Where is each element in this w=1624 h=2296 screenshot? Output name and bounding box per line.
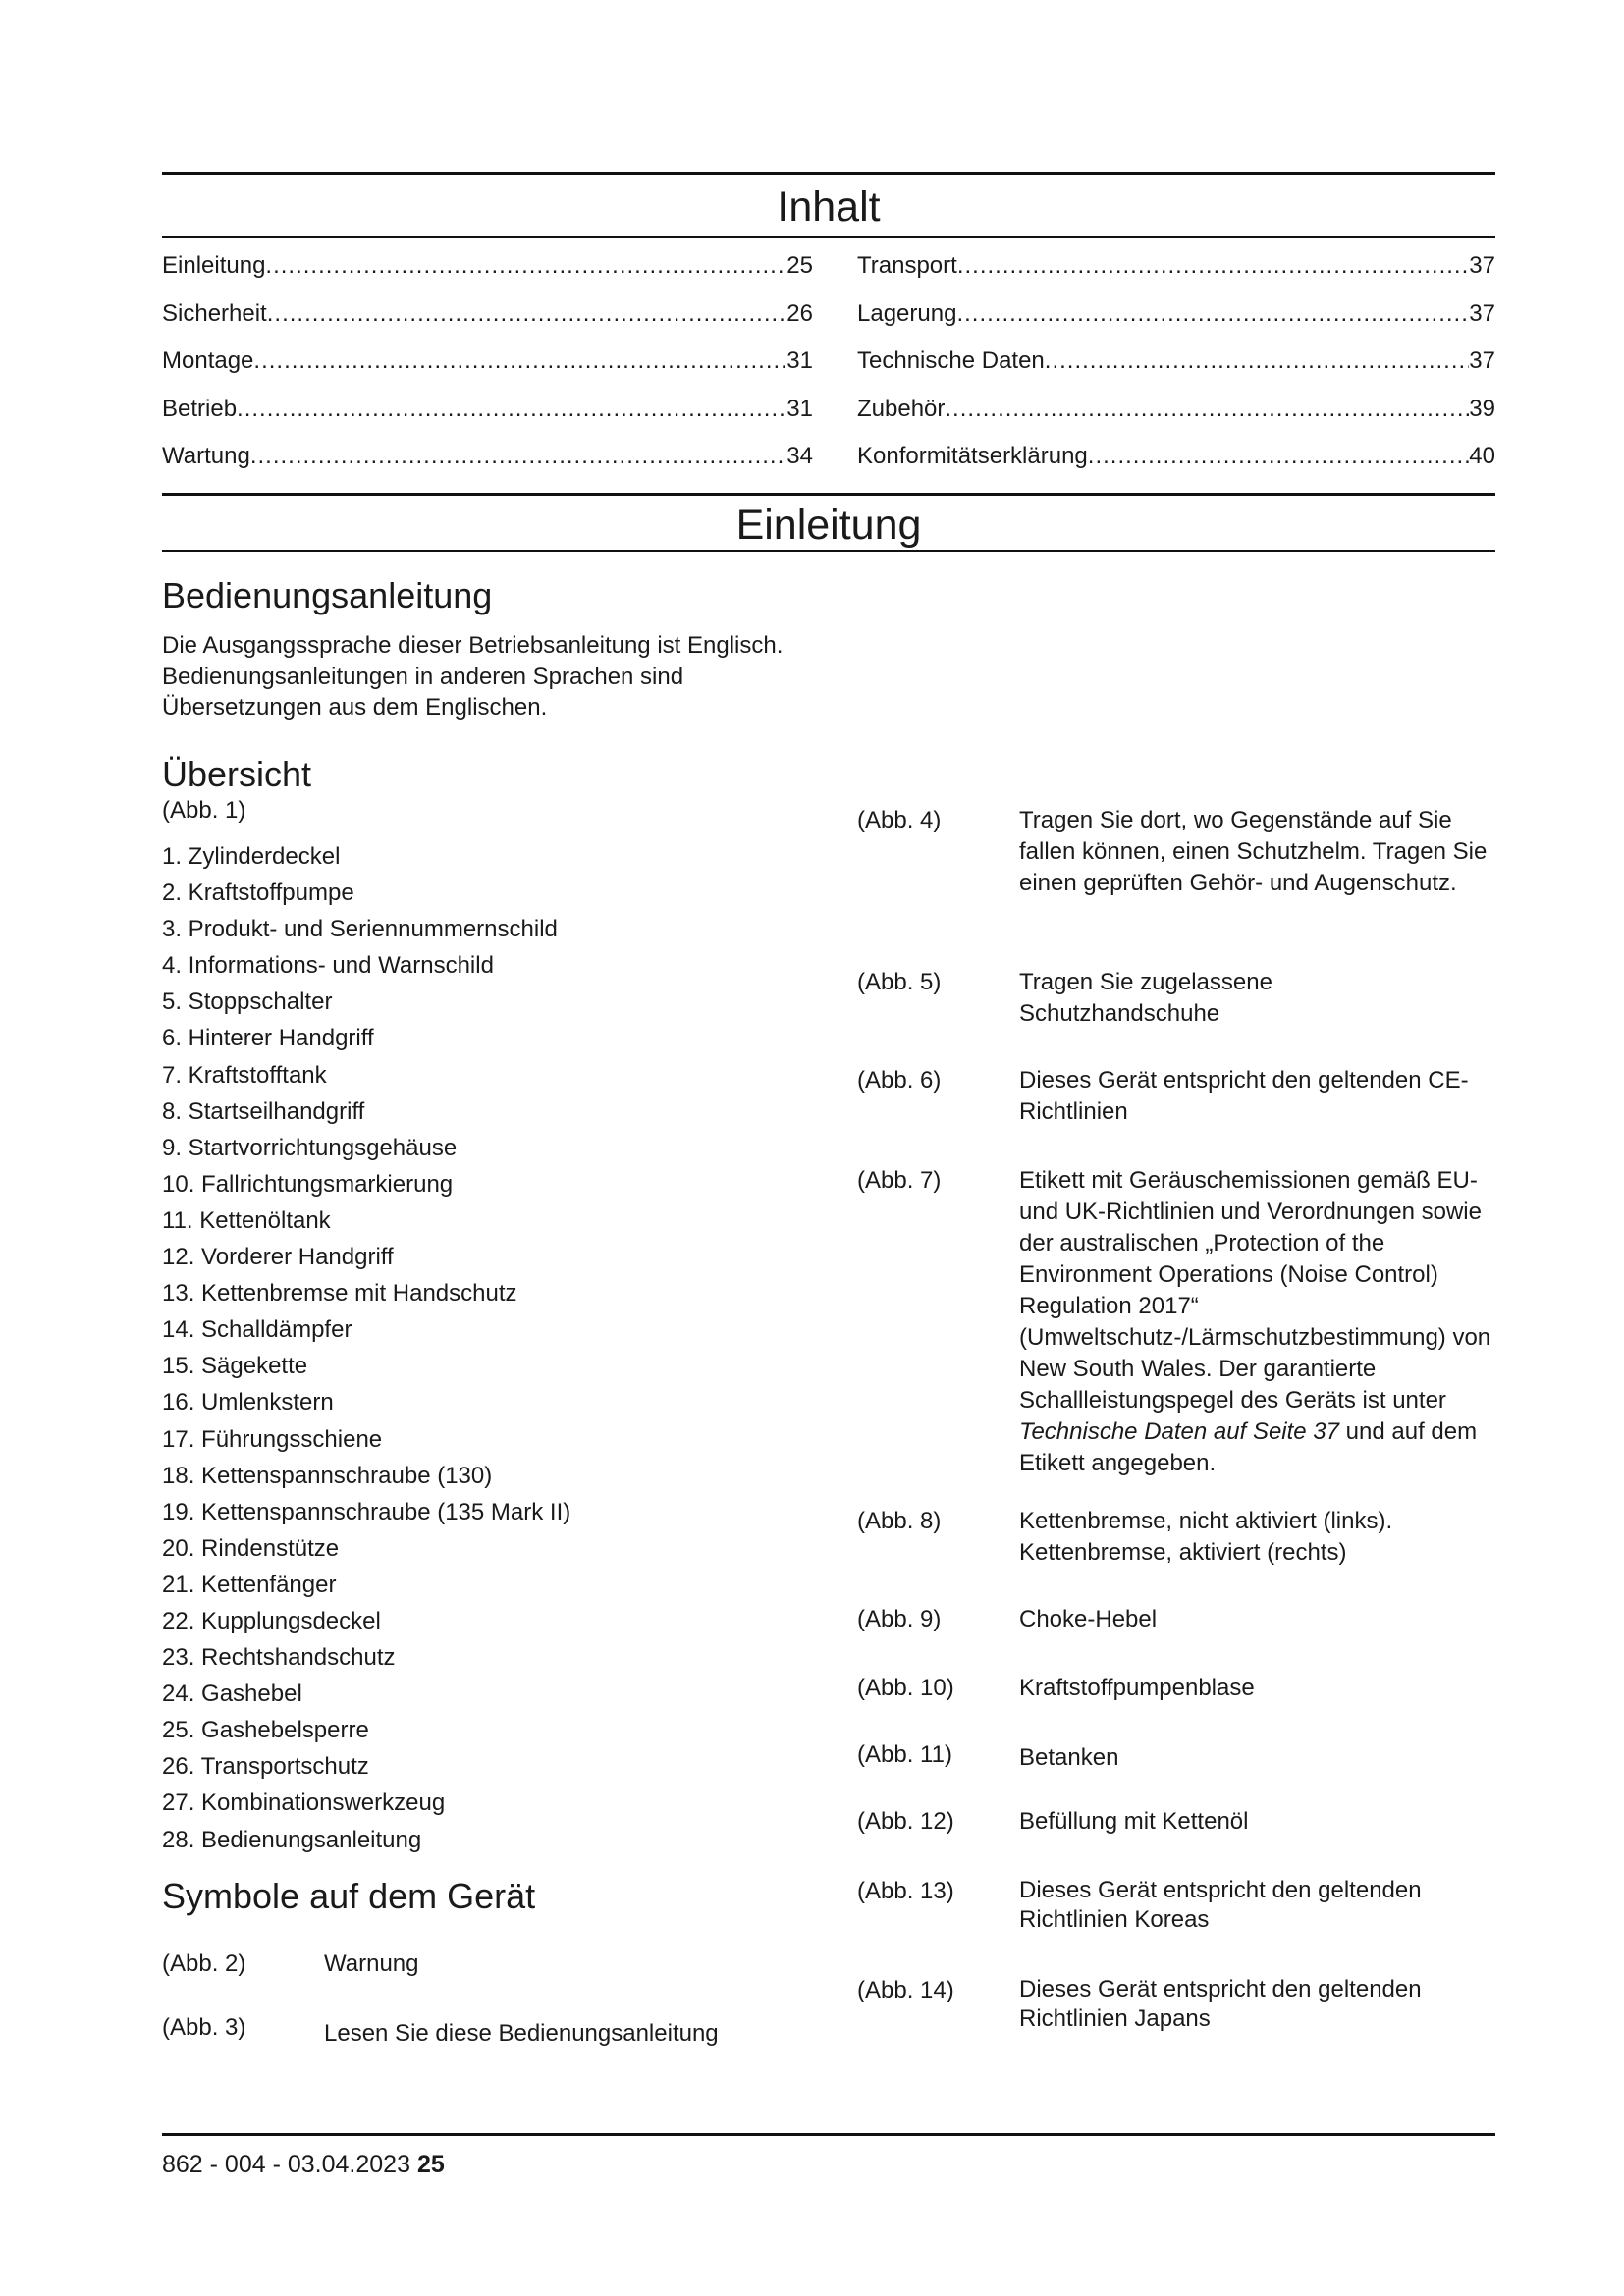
toc-top-rule [162,172,1495,175]
figure-ref: (Abb. 8) [857,1508,942,1534]
section-top-rule [162,493,1495,496]
symbols-heading: Symbole auf dem Gerät [162,1876,536,1916]
symbol-description: Dieses Gerät entspricht den geltenden CE-Richtlinien [1019,1067,1469,1125]
list-item: 18. Kettenspannschraube (130) [162,1462,493,1489]
list-item: 20. Rindenstütze [162,1534,340,1562]
list-item: 2. Kraftstoffpumpe [162,880,354,907]
list-item: 6. Hinterer Handgriff [162,1025,374,1052]
symbol-description: Warnung [324,1950,419,1977]
toc-title: Inhalt [777,184,881,231]
list-item: 14. Schalldämpfer [162,1316,352,1344]
list-item: 26. Transportschutz [162,1753,369,1781]
symbol-description: Kettenbremse, nicht aktiviert (links). Kettenbremse, aktiviert (rechts) [1019,1508,1393,1566]
toc-left-column [162,251,813,490]
figure-ref: (Abb. 7) [857,1167,942,1194]
list-item: 3. Produkt- und Seriennummernschild [162,916,558,943]
figure-ref: (Abb. 14) [857,1977,954,2003]
list-item: 19. Kettenspannschraube (135 Mark II) [162,1498,571,1525]
list-item: 9. Startvorrichtungsgehäuse [162,1134,458,1161]
symbol-description: Etikett mit Geräuschemissionen gemäß EU- und UK-Richtlinien und Verordnungen sowie der australischen „Protection of the Environment Operations (Noise Control) Regulation 2017“ (Umweltschutz-/Lärmschutzbestimmung) von New South Wales. Der garantierte Schallleistungspegel des Geräts ist unter Technische Daten auf Seite 37 und auf dem Etikett angegeben. [1019,1167,1491,1476]
toc-entry[interactable]: Wartung ..... 34 [162,442,813,490]
toc-entry[interactable]: Einleitung ..... 25 [162,251,813,299]
toc-entry[interactable]: Sicherheit ..... 26 [162,299,813,347]
symbol-description: Dieses Gerät entspricht den geltenden Richtlinien Koreas [1019,1877,1422,1933]
list-item: 27. Kombinationswerkzeug [162,1789,446,1817]
figure-ref: (Abb. 3) [162,2014,246,2041]
symbol-description: Tragen Sie zugelassene Schutzhandschuhe [1019,969,1272,1027]
toc-entry[interactable]: Technische Daten ..... 37 [857,347,1495,395]
list-item: 13. Kettenbremse mit Handschutz [162,1280,517,1308]
symbol-description: Choke-Hebel [1019,1606,1158,1632]
symbol-description: Kraftstoffpumpenblase [1019,1675,1255,1701]
overview-figure-ref: (Abb. 1) [162,797,246,824]
list-item: 22. Kupplungsdeckel [162,1607,381,1634]
toc-right-column [857,251,1495,490]
cross-reference-link[interactable]: Technische Daten auf Seite 37 [1019,1418,1340,1445]
footer-rule [162,2133,1495,2136]
figure-ref: (Abb. 10) [857,1675,954,1701]
figure-ref: (Abb. 13) [857,1878,954,1904]
list-item: 16. Umlenkstern [162,1389,334,1416]
section-title: Einleitung [735,502,922,549]
symbol-description: Lesen Sie diese Bedienungsanleitung [324,2020,719,2047]
list-item: 8. Startseilhandgriff [162,1097,365,1125]
list-item: 10. Fallrichtungsmarkierung [162,1170,454,1198]
list-item: 25. Gashebelsperre [162,1717,369,1744]
list-item: 12. Vorderer Handgriff [162,1244,394,1271]
list-item: 21. Kettenfänger [162,1571,337,1598]
list-item: 7. Kraftstofftank [162,1061,327,1089]
list-item: 24. Gashebel [162,1681,302,1708]
toc-entry[interactable]: Lagerung ..... 37 [857,299,1495,347]
page-number: 25 [416,2151,445,2178]
list-item: 11. Kettenöltank [162,1206,331,1234]
document-code: 862 - 004 - 03.04.2023 [162,2151,410,2178]
list-item: 5. Stoppschalter [162,988,333,1016]
list-item: 23. Rechtshandschutz [162,1644,396,1672]
page-footer [162,2150,445,2179]
symbol-description: Befüllung mit Kettenöl [1019,1808,1249,1835]
toc-bottom-rule [162,236,1495,238]
section-bottom-rule [162,550,1495,552]
figure-ref: (Abb. 12) [857,1808,954,1835]
toc-entry[interactable]: Zubehör ..... 39 [857,395,1495,443]
list-item: 15. Sägekette [162,1353,308,1380]
list-item: 17. Führungsschiene [162,1425,383,1453]
manual-text: Die Ausgangssprache dieser Betriebsanleitung ist Englisch. Bedienungsanleitungen in anderen Sprachen sind Übersetzungen aus dem Englischen. [162,632,784,721]
figure-ref: (Abb. 4) [857,807,942,833]
figure-ref: (Abb. 2) [162,1950,246,1977]
symbol-description: Betanken [1019,1744,1119,1771]
symbol-description: Tragen Sie dort, wo Gegenstände auf Sie fallen können, einen Schutzhelm. Tragen Sie einen geprüften Gehör- und Augenschutz. [1019,807,1488,896]
overview-heading: Übersicht [162,754,312,794]
manual-heading: Bedienungsanleitung [162,575,493,615]
figure-ref: (Abb. 5) [857,969,942,995]
toc-entry[interactable]: Konformitätserklärung ..... 40 [857,442,1495,490]
list-item: 4. Informations- und Warnschild [162,952,494,980]
toc-entry[interactable]: Transport ..... 37 [857,251,1495,299]
toc-entry[interactable]: Montage ..... 31 [162,347,813,395]
figure-ref: (Abb. 11) [857,1741,952,1768]
list-item: 1. Zylinderdeckel [162,843,341,870]
figure-ref: (Abb. 9) [857,1606,942,1632]
component-list [162,838,570,1858]
symbol-description: Dieses Gerät entspricht den geltenden Richtlinien Japans [1019,1976,1422,2032]
toc-entry[interactable]: Betrieb ..... 31 [162,395,813,443]
list-item: 28. Bedienungsanleitung [162,1826,422,1853]
figure-ref: (Abb. 6) [857,1067,942,1094]
